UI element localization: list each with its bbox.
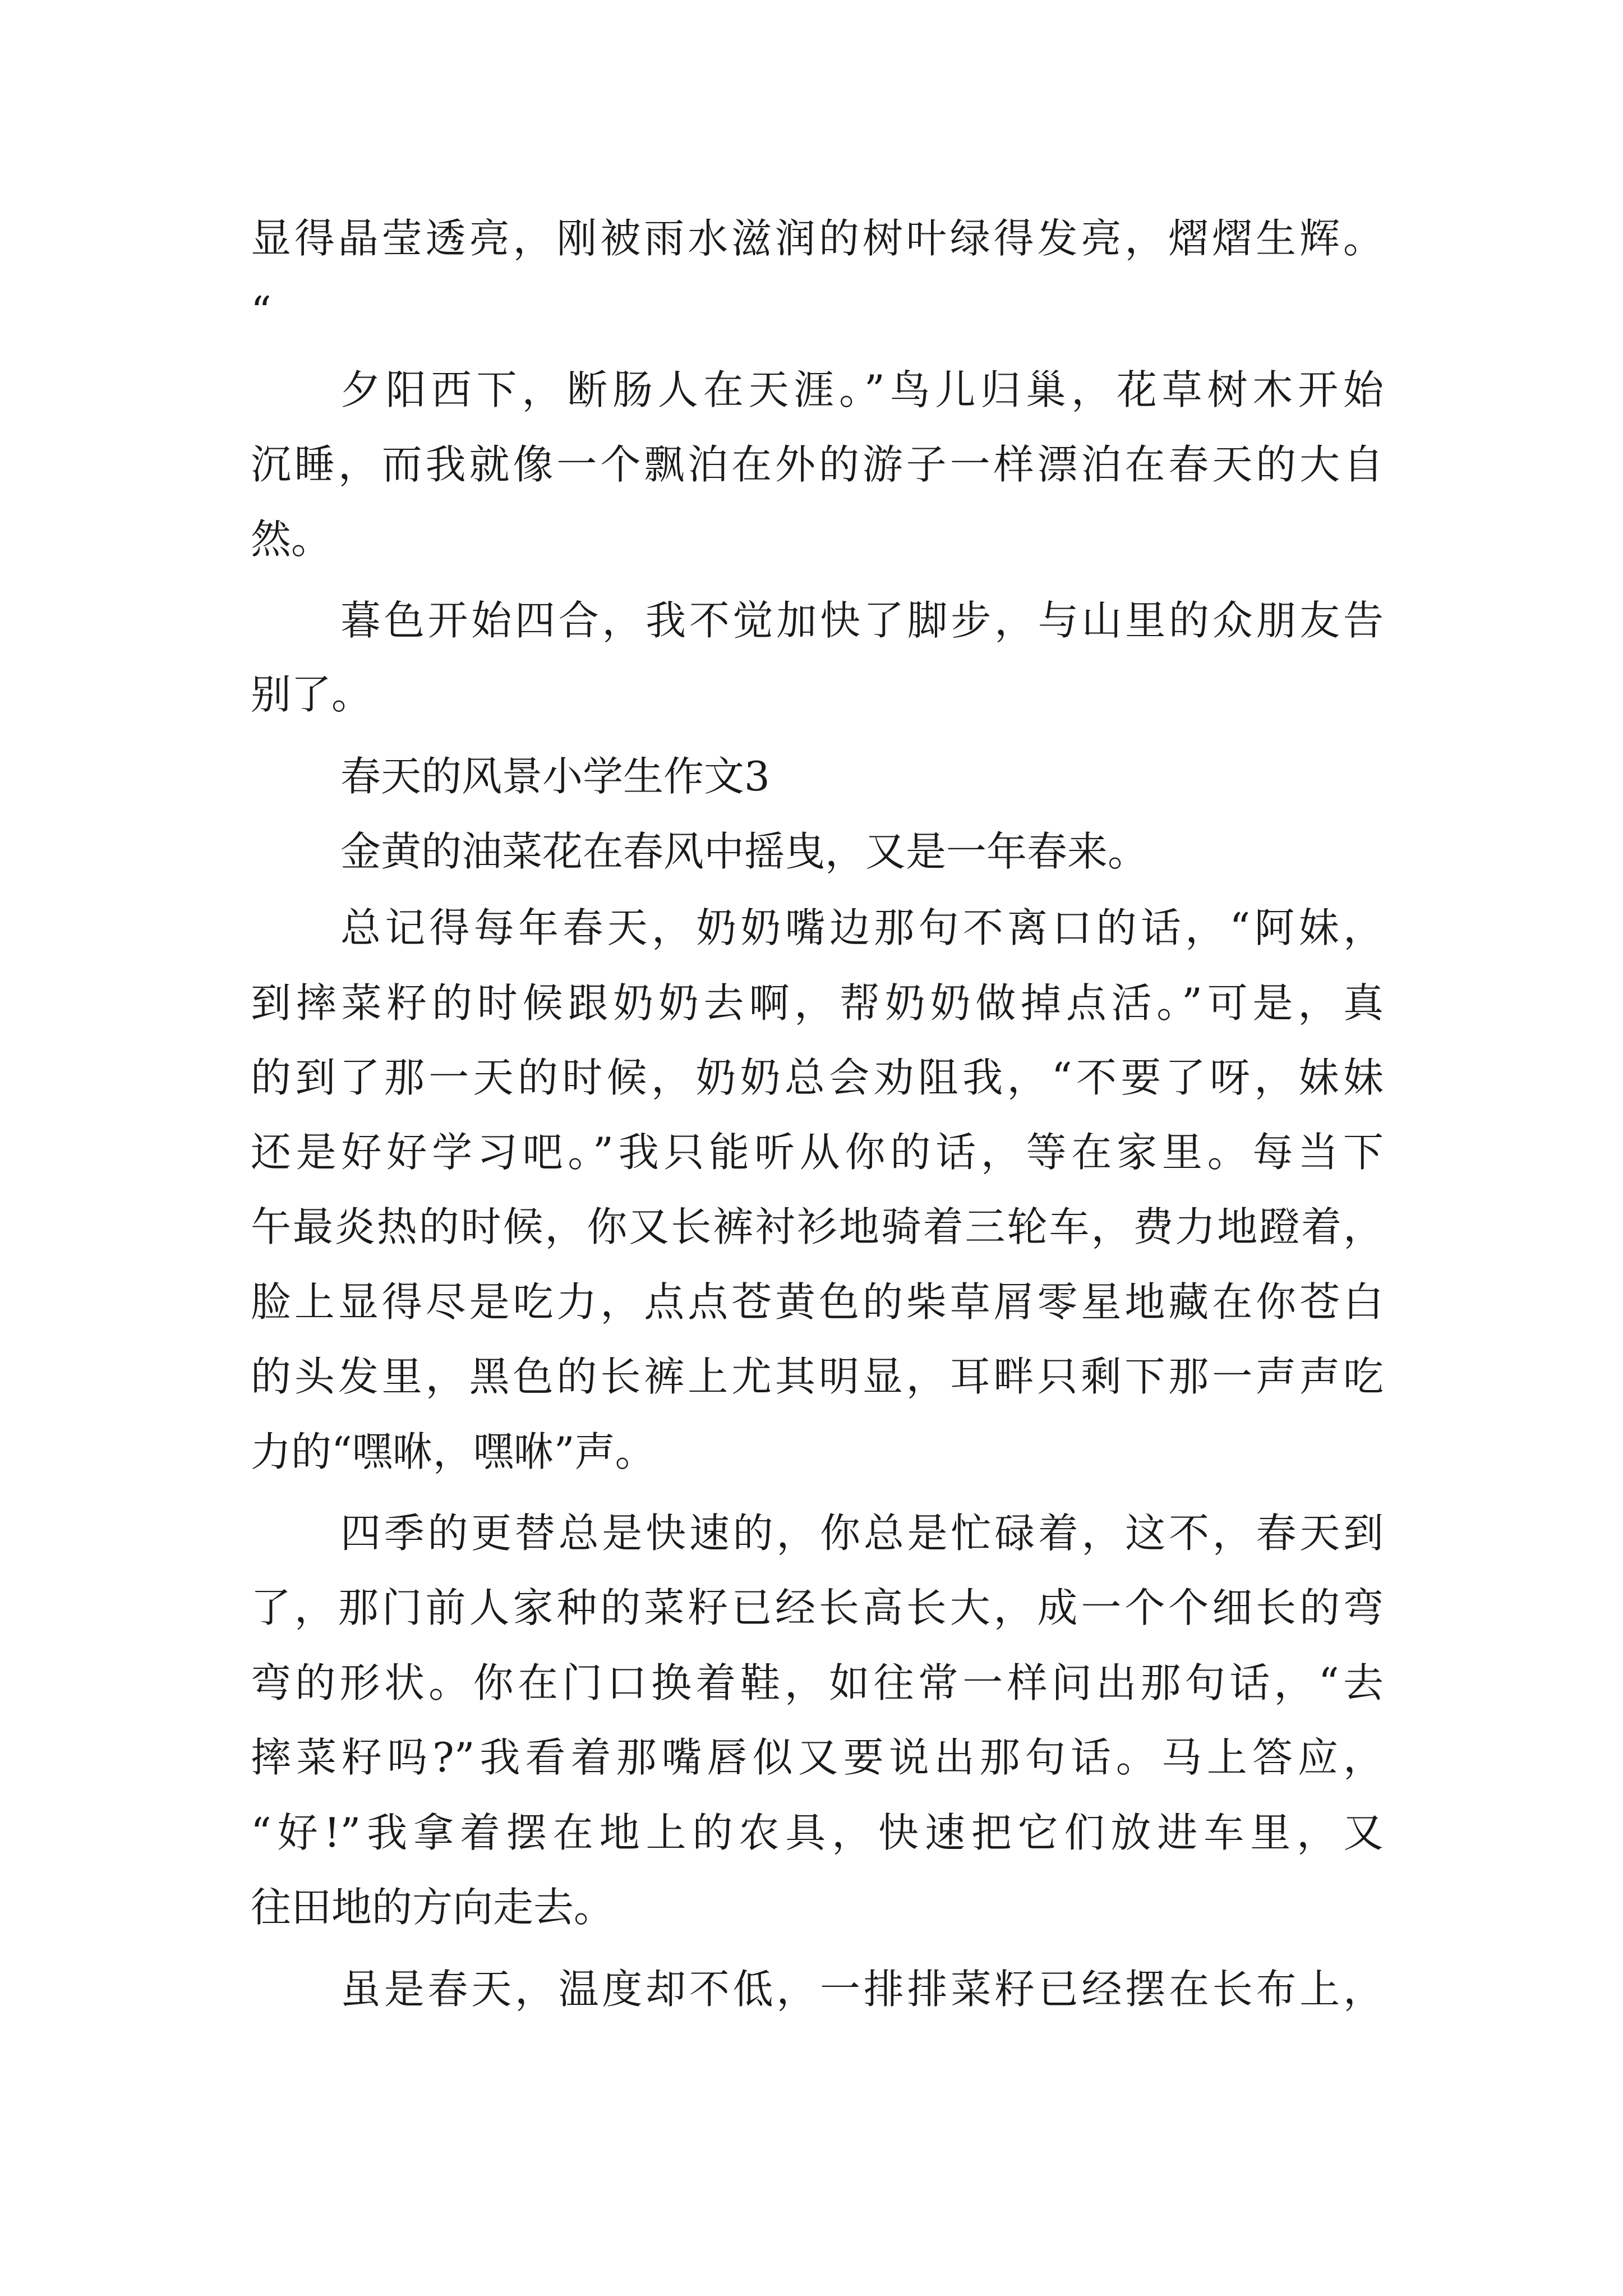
text-line: “好!”我拿着摆在地上的农具，快速把它们放进车里，又: [251, 1809, 1384, 1856]
text-line: 午最炎热的时候，你又长裤衬衫地骑着三轮车，费力地蹬着，: [251, 1203, 1384, 1250]
text-line: 了，那门前人家种的菜籽已经长高长大，成一个个细长的弯: [251, 1584, 1384, 1631]
text-line: “: [251, 288, 271, 335]
text-line: 然。: [251, 516, 332, 563]
text-line: 四季的更替总是快速的，你总是忙碌着，这不，春天到: [340, 1510, 1384, 1557]
text-line: 往田地的方向走去。: [251, 1884, 615, 1931]
text-line: 脸上显得尽是吃力，点点苍黄色的柴草屑零星地藏在你苍白: [251, 1278, 1384, 1326]
text-line: 力的“嘿咻，嘿咻”声。: [251, 1428, 656, 1475]
section-heading: 春天的风景小学生作文3: [340, 753, 770, 800]
text-line: 还是好好学习吧。”我只能听从你的话，等在家里。每当下: [251, 1129, 1384, 1176]
text-line: 沉睡，而我就像一个飘泊在外的游子一样漂泊在春天的大自: [251, 441, 1384, 488]
text-line: 弯的形状。你在门口换着鞋，如往常一样问出那句话，“去: [251, 1659, 1384, 1706]
text-line: 的到了那一天的时候，奶奶总会劝阻我，“不要了呀，妹妹: [251, 1054, 1384, 1101]
text-line: 总记得每年春天，奶奶嘴边那句不离口的话，“阿妹，: [340, 904, 1384, 951]
text-line: 显得晶莹透亮，刚被雨水滋润的树叶绿得发亮，熠熠生辉。: [251, 215, 1384, 262]
text-line: 到摔菜籽的时候跟奶奶去啊，帮奶奶做掉点活。”可是，真: [251, 979, 1384, 1027]
text-line: 夕阳西下，断肠人在天涯。”鸟儿归巢，花草树木开始: [340, 366, 1384, 413]
text-line: 金黄的油菜花在春风中摇曳，又是一年春来。: [340, 828, 1149, 875]
text-line: 别了。: [251, 671, 372, 718]
text-line: 摔菜籽吗?”我看着那嘴唇似又要说出那句话。马上答应，: [251, 1734, 1384, 1781]
text-line: 的头发里，黑色的长裤上尤其明显，耳畔只剩下那一声声吃: [251, 1353, 1384, 1400]
text-line: 暮色开始四合，我不觉加快了脚步，与山里的众朋友告: [340, 597, 1384, 644]
text-line: 虽是春天，温度却不低，一排排菜籽已经摆在长布上，: [340, 1966, 1384, 2013]
